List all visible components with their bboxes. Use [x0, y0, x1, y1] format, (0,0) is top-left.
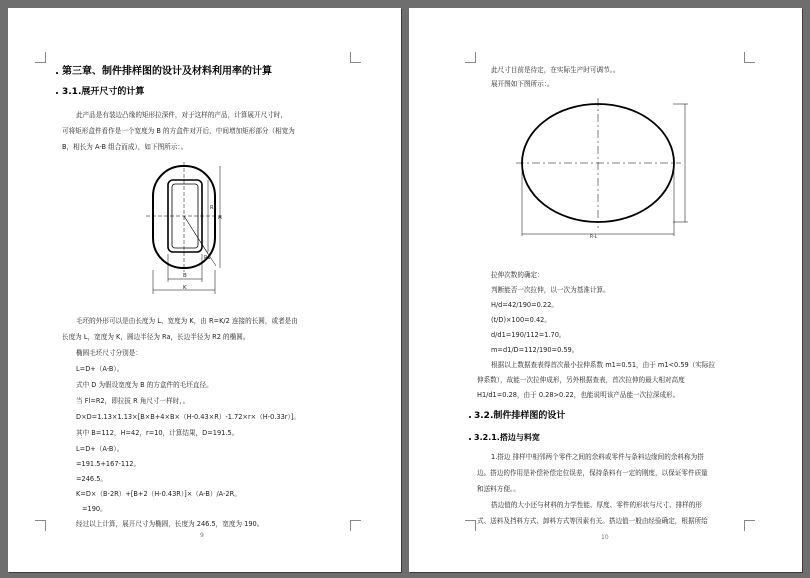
bullet-dot — [56, 72, 58, 74]
body-line: =246.5。 — [76, 475, 107, 483]
figure-label-a: A — [218, 215, 222, 221]
check-line: m=d1/D=112/190=0.59。 — [491, 346, 579, 354]
check-line: 根据以上数据查表得首次最小拉伸系数 m1=0.51，由于 m1<0.59（实际拉 — [491, 361, 716, 369]
body-line: L=D+（A-B）。 — [76, 445, 124, 453]
check-line: d/d1=190/112=1.70。 — [491, 331, 566, 339]
body-line: 展开图如下图所示：。 — [491, 80, 554, 88]
section-title: 3.1.展开尺寸的计算 — [62, 87, 145, 97]
body-line: 当 Fl=R2，即拉拔 R 角尺寸一样时，。 — [76, 397, 190, 405]
body-line: 式中 D 为假设宽度为 B 的方盒件的毛坯直径。 — [76, 381, 213, 389]
para-line: 和送料方便。。 — [477, 485, 520, 493]
page-number: 9 — [200, 532, 204, 539]
check-line: 拉伸次数的确定： — [491, 271, 544, 279]
body-line: =190。 — [82, 505, 107, 513]
bullet-dot — [56, 92, 58, 94]
para-line: 式、送料及挡料方式、卸料方式等因素有关。搭边值一般由经验确定，根据所给 — [477, 517, 708, 525]
intro-line: 此产品是有装边凸缘的矩形拉深件，对于这样的产品，计算展开尺寸时， — [76, 111, 287, 119]
check-line: 伸系数），故能一次拉伸成形，另外根据查表，首次拉伸的最大相对高度 — [477, 376, 685, 384]
margin-corner-mark — [35, 52, 46, 63]
check-line: (t/D)×100=0.42。 — [491, 316, 551, 324]
body-line: K=D×（B-2R）+[B+2（H-0.43R）]×（A-B）/A-2R。 — [76, 490, 241, 498]
page-number: 10 — [601, 534, 609, 541]
para-line: 搭边值的大小还与材料的力学性能、厚度、零件的形状与尺寸、排样的形 — [491, 501, 702, 509]
chapter-title: 第三章、制件排样图的设计及材料利用率的计算 — [62, 66, 272, 77]
intro-line: B，相长为 A-B 组合而成），如下图所示：。 — [62, 143, 188, 151]
ellipse-blank-figure — [513, 94, 693, 244]
margin-corner-mark — [465, 52, 476, 63]
body-line: 其中 B=112，H=42，r=10，计算结果，D=191.5。 — [76, 429, 239, 437]
margin-corner-mark — [350, 520, 361, 531]
bullet-dot — [469, 438, 471, 440]
subsection-title: 3.2.1.搭边与料宽 — [474, 433, 540, 442]
ellipse-dimension-label: R-L — [590, 235, 598, 240]
document-page-right — [409, 8, 802, 572]
body-line: D×D=1.13×1.13×[B×B+4×B×（H-0.43×R）-1.72×r×（H-0.33r）]。 — [76, 413, 300, 421]
body-line: 毛坯的外形可以是由长度为 L、宽度为 K，由 R=K/2 连接的长圆，或者是由 — [76, 317, 298, 325]
blank-shape-figure — [138, 158, 238, 298]
margin-corner-mark — [744, 520, 755, 531]
body-line: 此尺寸目前是待定，在实际生产时可调节。。 — [491, 66, 620, 74]
document-page-left — [8, 8, 401, 572]
body-line: 椭圆毛坯尺寸分别是： — [76, 349, 142, 357]
body-line: =191.5+167-112。 — [76, 460, 141, 468]
figure-label-r1: R1 — [204, 255, 211, 261]
section-title: 3.2.制件排样图的设计 — [474, 411, 566, 421]
margin-corner-mark — [350, 52, 361, 63]
margin-corner-mark — [465, 520, 476, 531]
para-line: 边。搭边的作用是补偿补偿定位误差，保持条料有一定的刚度，以保证零件质量 — [477, 469, 708, 477]
bullet-dot — [469, 416, 471, 418]
margin-corner-mark — [744, 52, 755, 63]
check-line: 判断能否一次拉伸，以一次为基准计算。 — [491, 286, 610, 294]
body-line: 长度为 L，宽度为 K，圆边半径为 Ra，长边半径为 R2 的椭圆。 — [62, 333, 250, 341]
body-line: 经过以上计算，展开尺寸为椭圆，长度为 246.5，宽度为 190。 — [76, 520, 264, 528]
margin-corner-mark — [35, 520, 46, 531]
intro-line: 可将矩形盒件看作是一个宽度为 B 的方盒件对开后，中间增加矩形部分（相宽为 — [62, 127, 295, 135]
para-line: 1.搭边 排样中相邻两个零件之间的余料或零件与条料边缘间的余料称为搭 — [491, 453, 704, 461]
figure-label-k: K — [183, 285, 187, 291]
figure-label-b: B — [183, 273, 187, 279]
body-line: L=D+（A-B）。 — [76, 365, 124, 373]
check-line: H1/d1=0.28，由于 0.28>0.22，也能说明该产品能一次拉深成形。 — [477, 391, 680, 399]
check-line: H/d=42/190=0.22。 — [491, 301, 558, 309]
figure-label-r2: R2 — [210, 205, 217, 211]
